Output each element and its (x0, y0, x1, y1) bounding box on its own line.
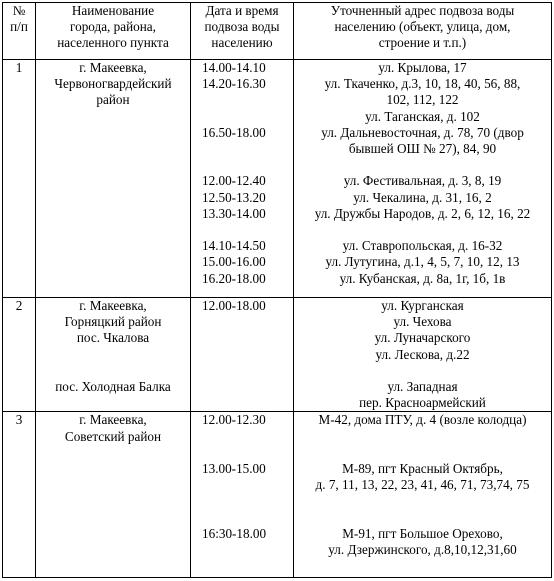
address-line: М-91, пгт Большое Орехово, (342, 525, 503, 541)
place-cell (36, 412, 191, 578)
address-line (294, 510, 551, 526)
address-cell (294, 60, 552, 298)
header-num (3, 3, 36, 60)
address-line (294, 493, 551, 509)
header-time-line: населению (211, 35, 273, 51)
header-time (191, 3, 294, 60)
table-row (3, 60, 552, 298)
address-cell (294, 298, 552, 412)
header-place-line: города, района, (70, 19, 156, 35)
address-line: ул. Ставропольская, д. 16-32 (342, 238, 503, 254)
address-line: ул. Ткаченко, д.3, 10, 18, 40, 56, 88, (324, 76, 521, 92)
address-line: ул. Чехова (393, 314, 452, 330)
header-place-line: Наименование (71, 3, 155, 18)
address-line (294, 222, 551, 238)
time-slot: 12.00-18.00 (202, 298, 266, 313)
place-line: район (96, 92, 130, 108)
address-line: ул. Чекалина, д. 31, 16, 2 (353, 189, 492, 205)
place-line: пос. Чкалова (76, 330, 150, 346)
address-line: ул. Крылова, 17 (378, 60, 467, 75)
header-address-line: Уточненный адрес подвоза воды (330, 3, 515, 18)
header-num-line: № (12, 3, 26, 18)
time-slot: 12.00-12.40 (202, 173, 266, 189)
header-address (294, 3, 552, 60)
time-slot: 16.20-18.00 (202, 270, 266, 286)
table-row (3, 412, 552, 578)
address-line: ул. Западная (387, 379, 458, 395)
address-line: ул. Лескова, д.22 (375, 346, 470, 362)
time-slot (191, 445, 293, 461)
time-slot: 14.10-14.50 (202, 238, 266, 254)
address-line: ул. Курганская (381, 298, 464, 313)
time-cell (191, 412, 294, 578)
time-slot: 13.30-14.00 (202, 205, 266, 221)
address-line: ул. Фестивальная, д. 3, 8, 19 (343, 173, 502, 189)
address-line: ул. Кубанская, д. 8а, 1г, 1б, 1в (339, 270, 506, 286)
time-slot (191, 222, 293, 238)
place-line: г. Макеевка, (79, 298, 147, 313)
address-line: д. 7, 11, 13, 22, 23, 41, 46, 71, 73,74, 75 (315, 477, 530, 493)
address-line: бывшей ОШ № 27), 84, 90 (348, 141, 497, 157)
header-time-line: Дата и время (205, 3, 279, 18)
header-place (36, 3, 191, 60)
header-time-line: подвоза воды (204, 19, 280, 35)
row-number: 2 (3, 298, 36, 412)
table-row (3, 298, 552, 412)
header-address-line: строение и т.п.) (378, 35, 467, 51)
address-line: М-89, пгт Красный Октябрь, (342, 461, 503, 477)
address-line: пер. Красноармейский (359, 395, 486, 411)
address-line: ул. Луначарского (374, 330, 471, 346)
place-line: Горняцкий район (64, 314, 162, 330)
time-slot (191, 510, 293, 526)
header-num-line: п/п (10, 19, 28, 35)
time-slot: 12.00-12.30 (202, 412, 266, 428)
address-line (294, 363, 551, 379)
time-slot: 16.50-18.00 (202, 124, 266, 140)
place-line: г. Макеевка, (79, 60, 147, 75)
place-line: Советский район (64, 428, 162, 444)
place-line (36, 363, 190, 379)
time-slot (191, 493, 293, 509)
time-slot (191, 157, 293, 173)
address-line (294, 157, 551, 173)
time-cell (191, 60, 294, 298)
time-slot (191, 141, 293, 157)
address-line: ул. Дальневосточная, д. 78, 70 (двор (321, 124, 524, 140)
time-slot: 12.50-13.20 (202, 189, 266, 205)
time-slot (191, 429, 293, 445)
time-slot (191, 92, 293, 108)
place-cell (36, 298, 191, 412)
row-number: 1 (3, 60, 36, 298)
address-line (294, 445, 551, 461)
row-number: 3 (3, 412, 36, 578)
time-slot: 16:30-18.00 (202, 525, 267, 541)
address-line: ул. Дзержинского, д.8,10,12,31,60 (328, 542, 517, 558)
address-cell (294, 412, 552, 578)
place-line: пос. Холодная Балка (55, 379, 171, 395)
address-line: М-42, дома ПТУ, д. 4 (возле колодца) (318, 412, 527, 428)
header-place-line: населенного пункта (57, 35, 169, 51)
time-cell (191, 298, 294, 412)
time-slot: 13.00-15.00 (202, 461, 266, 477)
header-row (3, 3, 552, 60)
place-line: Червоногвардейский (54, 76, 172, 92)
place-cell (36, 60, 191, 298)
water-delivery-table (2, 2, 552, 578)
address-line: ул. Дружбы Народов, д. 2, 6, 12, 16, 22 (314, 205, 531, 221)
address-line: ул. Таганская, д. 102 (365, 108, 480, 124)
time-slot (191, 477, 293, 493)
address-line (294, 429, 551, 445)
time-slot: 15.00-16.00 (202, 254, 266, 270)
address-line: 102, 112, 122 (386, 92, 459, 108)
place-line (36, 347, 190, 363)
header-address-line: населению (объект, улица, дом, (334, 19, 511, 35)
place-line: г. Макеевка, (79, 412, 147, 428)
time-slot (191, 109, 293, 125)
time-slot: 14.00-14.10 (202, 60, 266, 75)
address-line: ул. Лутугина, д.1, 4, 5, 7, 10, 12, 13 (325, 254, 520, 270)
time-slot: 14.20-16.30 (202, 76, 266, 92)
